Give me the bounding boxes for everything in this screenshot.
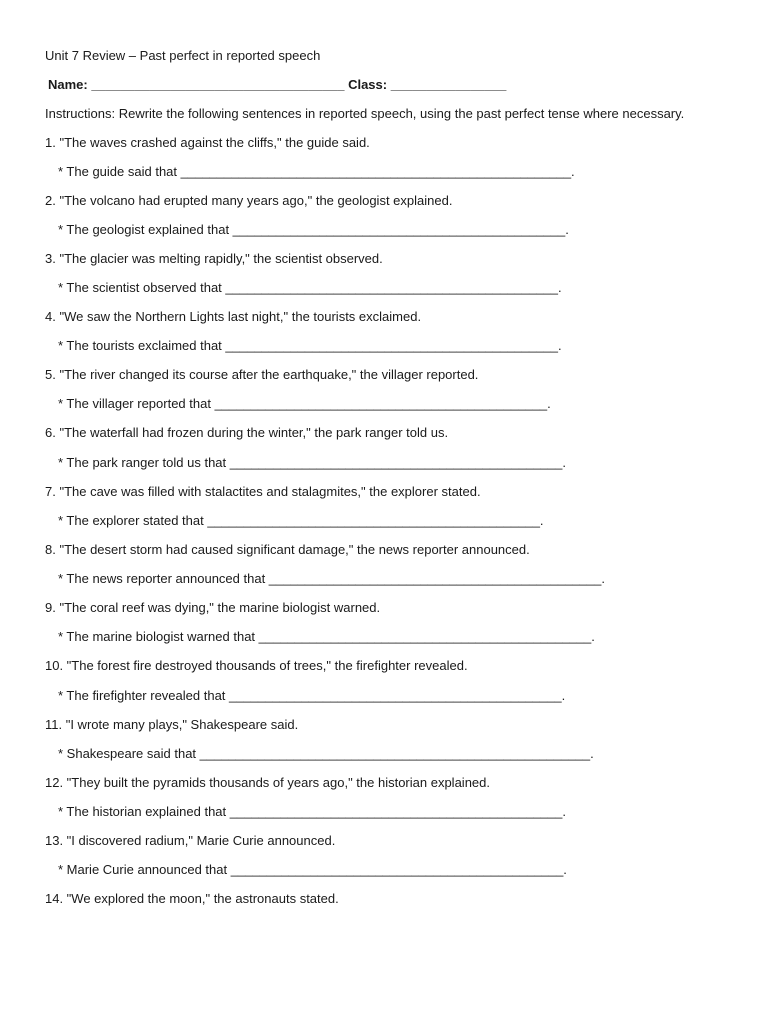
exercise-answer-line: * Shakespeare said that ______________________________________________________. xyxy=(58,746,594,761)
exercise-prompt: 14. "We explored the moon," the astronauts stated. xyxy=(45,891,339,906)
exercise-answer-line: * Marie Curie announced that ______________________________________________. xyxy=(58,862,567,877)
exercise-prompt: 13. "I discovered radium," Marie Curie announced. xyxy=(45,833,336,848)
exercise-prompt: 7. "The cave was filled with stalactites and stalagmites," the explorer stated. xyxy=(45,484,481,499)
exercise-answer-line: * The marine biologist warned that ______________________________________________. xyxy=(58,629,595,644)
exercise-answer-line: * The scientist observed that ______________________________________________. xyxy=(58,280,562,295)
exercise-prompt: 1. "The waves crashed against the cliffs," the guide said. xyxy=(45,135,370,150)
exercise-answer-line: * The geologist explained that ______________________________________________. xyxy=(58,222,569,237)
exercise-prompt: 12. "They built the pyramids thousands of years ago," the historian explained. xyxy=(45,775,490,790)
exercise-answer-line: * The explorer stated that ______________________________________________. xyxy=(58,513,544,528)
exercise-answer-line: * The historian explained that ______________________________________________. xyxy=(58,804,566,819)
exercise-prompt: 11. "I wrote many plays," Shakespeare said. xyxy=(45,717,299,732)
exercise-answer-line: * The firefighter revealed that ______________________________________________. xyxy=(58,688,566,703)
exercise-answer-line: * The villager reported that ______________________________________________. xyxy=(58,396,551,411)
exercise-answer-line: * The guide said that ______________________________________________________. xyxy=(58,164,575,179)
exercise-prompt: 3. "The glacier was melting rapidly," the scientist observed. xyxy=(45,251,383,266)
instructions: Instructions: Rewrite the following sentences in reported speech, using the past perfect tense where necessary. xyxy=(45,106,685,121)
class-blank: ________________ xyxy=(390,77,507,92)
worksheet-title: Unit 7 Review – Past perfect in reported speech xyxy=(45,48,321,63)
class-label: Class: xyxy=(348,77,388,92)
exercise-prompt: 4. "We saw the Northern Lights last night," the tourists exclaimed. xyxy=(45,309,422,324)
exercise-prompt: 10. "The forest fire destroyed thousands of trees," the firefighter revealed. xyxy=(45,658,468,673)
name-label: Name: xyxy=(48,77,88,92)
exercise-prompt: 9. "The coral reef was dying," the marine biologist warned. xyxy=(45,600,381,615)
exercise-prompt: 2. "The volcano had erupted many years ago," the geologist explained. xyxy=(45,193,453,208)
name-blank: ___________________________________ xyxy=(91,77,345,92)
exercise-prompt: 6. "The waterfall had frozen during the winter," the park ranger told us. xyxy=(45,425,449,440)
exercise-answer-line: * The news reporter announced that ______________________________________________. xyxy=(58,571,605,586)
exercise-answer-line: * The tourists exclaimed that ______________________________________________. xyxy=(58,338,562,353)
exercise-prompt: 8. "The desert storm had caused significant damage," the news reporter announced. xyxy=(45,542,530,557)
exercise-answer-line: * The park ranger told us that ______________________________________________. xyxy=(58,455,566,470)
name-class-row xyxy=(48,77,506,93)
exercise-prompt: 5. "The river changed its course after the earthquake," the villager reported. xyxy=(45,367,479,382)
